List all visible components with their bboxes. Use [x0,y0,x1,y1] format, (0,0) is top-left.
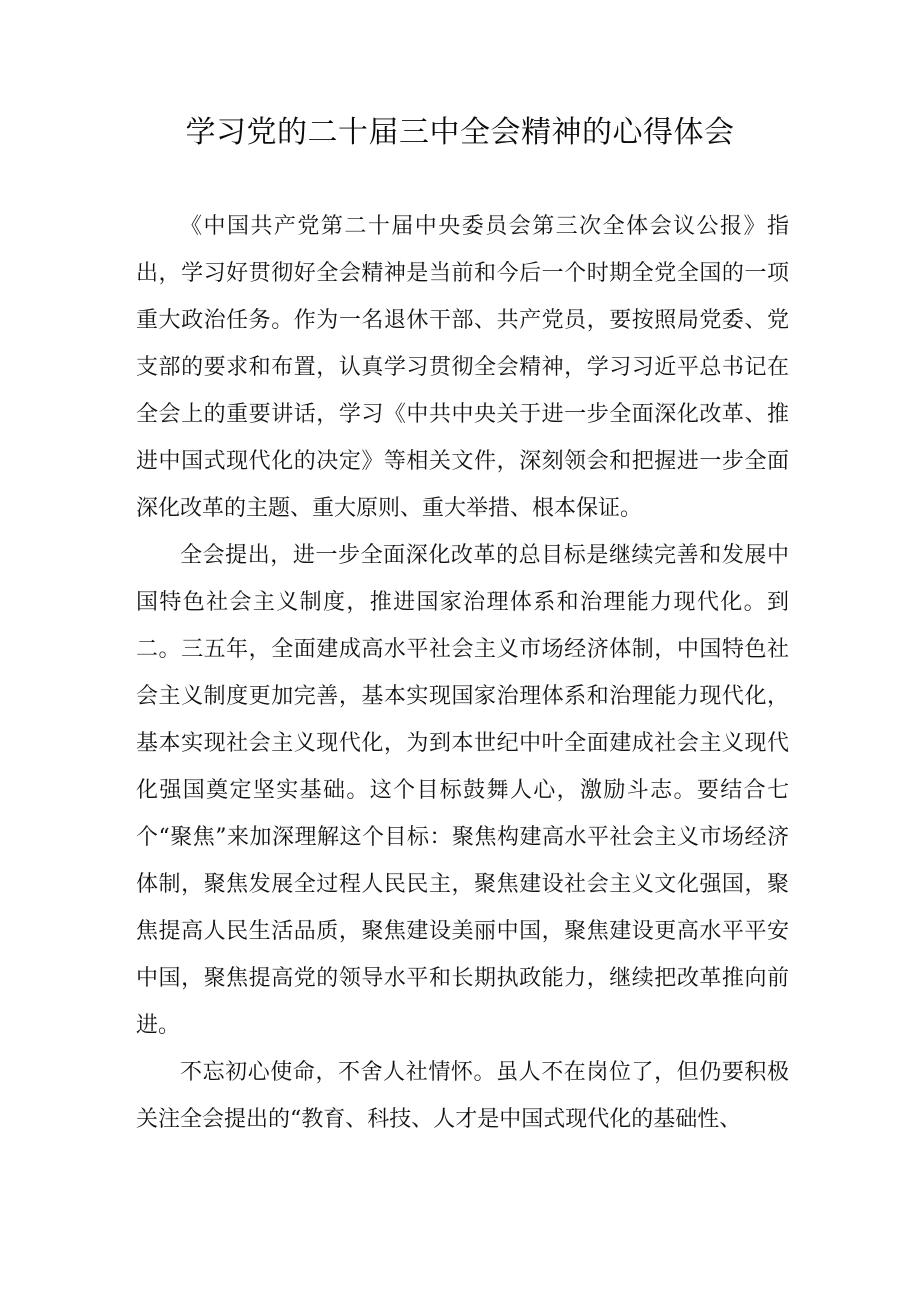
paragraph-2: 全会提出，进一步全面深化改革的总目标是继续完善和发展中国特色社会主义制度，推进国家治理体系和治理能力现代化。到二。三五年，全面建成高水平社会主义市场经济体制，中国特色社会主义制度更加完善，基本实现国家治理体系和治理能力现代化，基本实现社会主义现代化，为到本世纪中叶全面建成社会主义现代化强国奠定坚实基础。这个目标鼓舞人心，激励斗志。要结合七个“聚焦”来加深理解这个目标：聚焦构建高水平社会主义市场经济体制，聚焦发展全过程人民民主，聚焦建设社会主义文化强国，聚焦提高人民生活品质，聚焦建设美丽中国，聚焦建设更高水平平安中国，聚焦提高党的领导水平和长期执政能力，继续把改革推向前进。 [136,543,789,1038]
document-body [136,203,789,1143]
document-title: 学习党的二十届三中全会精神的心得体会 [185,115,735,150]
paragraph-3: 不忘初心使命，不舍人社情怀。虽人不在岗位了，但仍要积极关注全会提出的“教育、科技、人才是中国式现代化的基础性、 [136,1060,789,1132]
paragraph-1: 《中国共产党第二十届中央委员会第三次全体会议公报》指出，学习好贯彻好全会精神是当前和今后一个时期全党全国的一项重大政治任务。作为一名退休干部、共产党员，要按照局党委、党支部的要求和布置，认真学习贯彻全会精神，学习习近平总书记在全会上的重要讲话，学习《中共中央关于进一步全面深化改革、推进中国式现代化的决定》等相关文件，深刻领会和把握进一步全面深化改革的主题、重大原则、重大举措、根本保证。 [136,214,789,521]
